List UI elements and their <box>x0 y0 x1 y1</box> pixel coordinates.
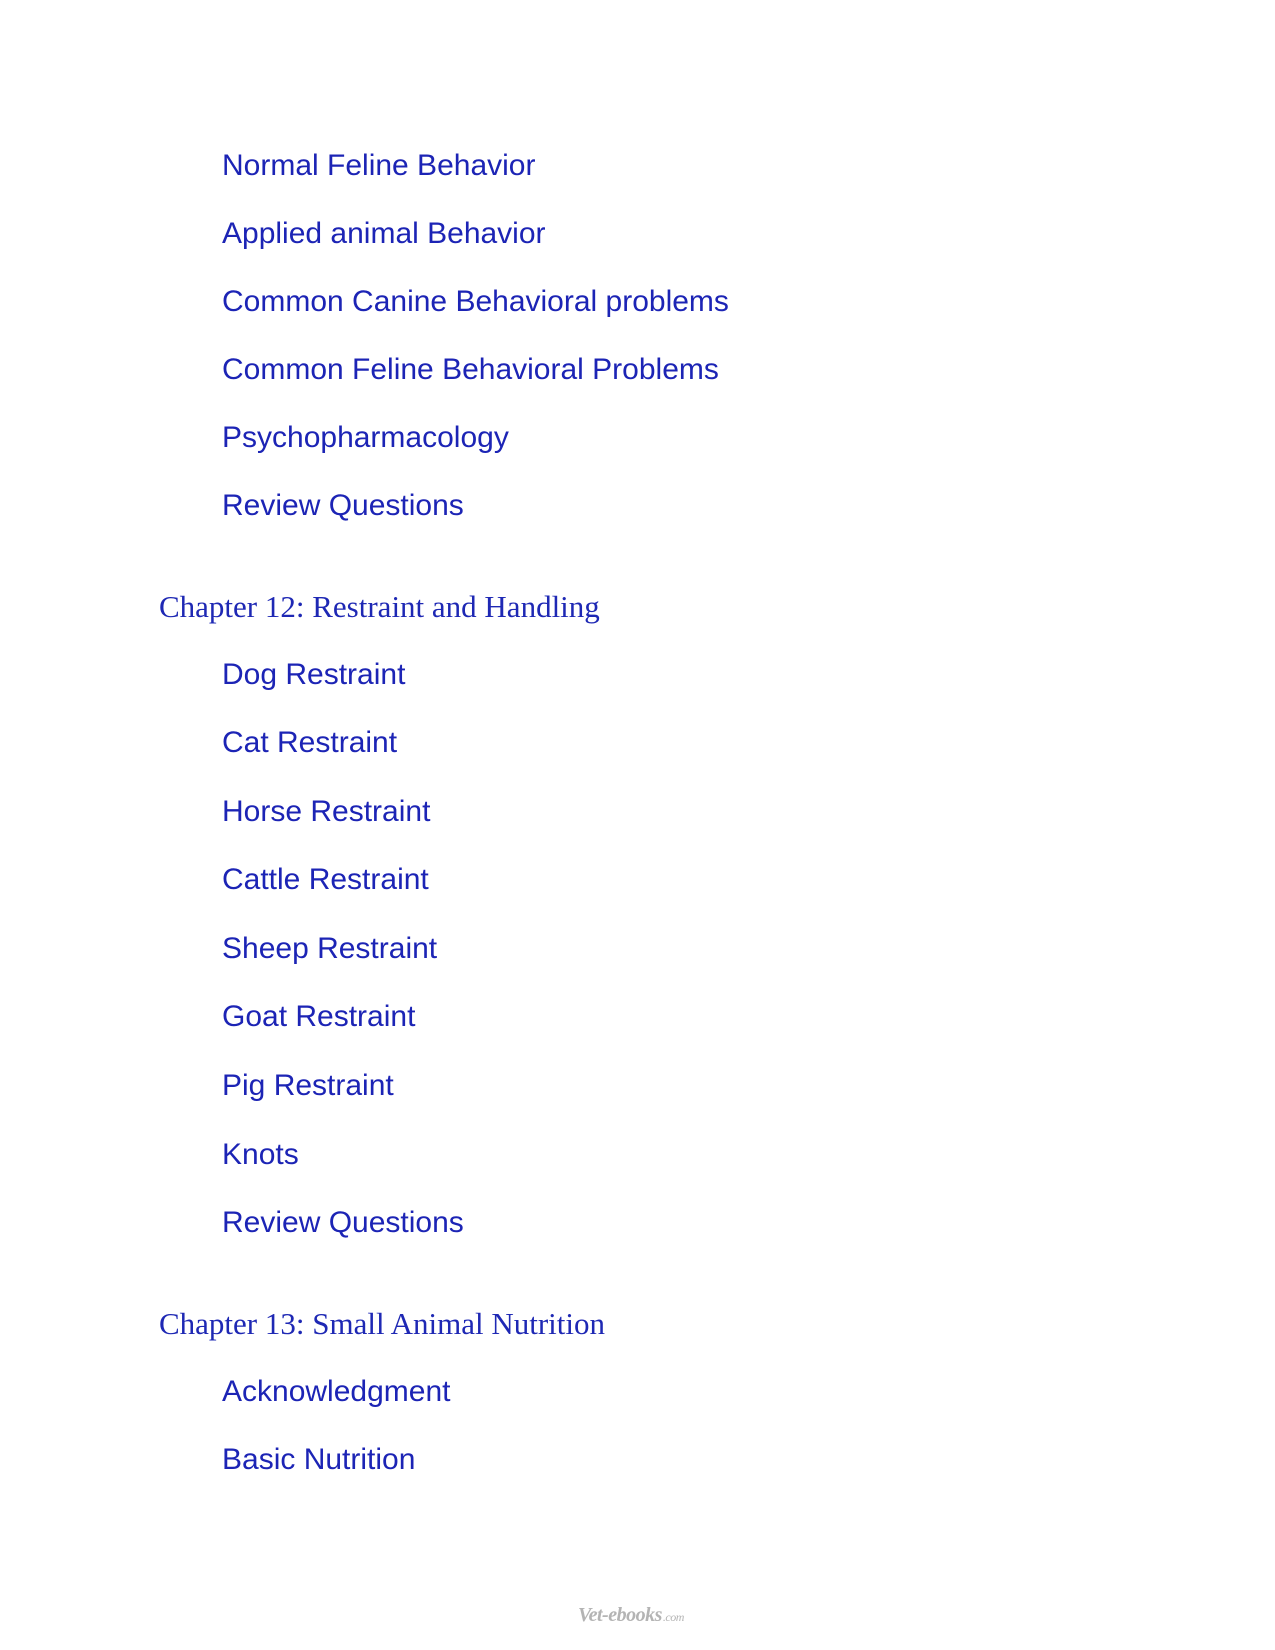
watermark-brand: Vet-ebooks <box>578 1604 662 1626</box>
toc-link-acknowledgment[interactable]: Acknowledgment <box>222 1375 451 1408</box>
toc-link-dog-restraint[interactable]: Dog Restraint <box>222 658 406 691</box>
toc-link-cattle-restraint[interactable]: Cattle Restraint <box>222 863 429 896</box>
toc-link-pig-restraint[interactable]: Pig Restraint <box>222 1069 394 1102</box>
toc-chapter-13-link[interactable]: Chapter 13: Small Animal Nutrition <box>159 1306 606 1341</box>
toc-link-normal-feline-behavior[interactable]: Normal Feline Behavior <box>222 149 536 182</box>
toc-link-horse-restraint[interactable]: Horse Restraint <box>222 795 431 828</box>
watermark-logo <box>578 1604 684 1627</box>
toc-link-psychopharmacology[interactable]: Psychopharmacology <box>222 421 509 454</box>
toc-link-common-canine-behavioral-problems[interactable]: Common Canine Behavioral problems <box>222 285 729 318</box>
toc-link-review-questions-ch12[interactable]: Review Questions <box>222 1206 464 1239</box>
toc-chapter-12-link[interactable]: Chapter 12: Restraint and Handling <box>159 589 600 624</box>
toc-link-basic-nutrition[interactable]: Basic Nutrition <box>222 1443 416 1476</box>
toc-link-applied-animal-behavior[interactable]: Applied animal Behavior <box>222 217 546 250</box>
toc-link-knots[interactable]: Knots <box>222 1138 299 1171</box>
toc-link-cat-restraint[interactable]: Cat Restraint <box>222 726 398 759</box>
toc-link-sheep-restraint[interactable]: Sheep Restraint <box>222 932 438 965</box>
toc-link-review-questions[interactable]: Review Questions <box>222 489 464 522</box>
watermark-domain: .com <box>662 1610 684 1624</box>
toc-link-common-feline-behavioral-problems[interactable]: Common Feline Behavioral Problems <box>222 353 719 386</box>
toc-link-goat-restraint[interactable]: Goat Restraint <box>222 1000 416 1033</box>
